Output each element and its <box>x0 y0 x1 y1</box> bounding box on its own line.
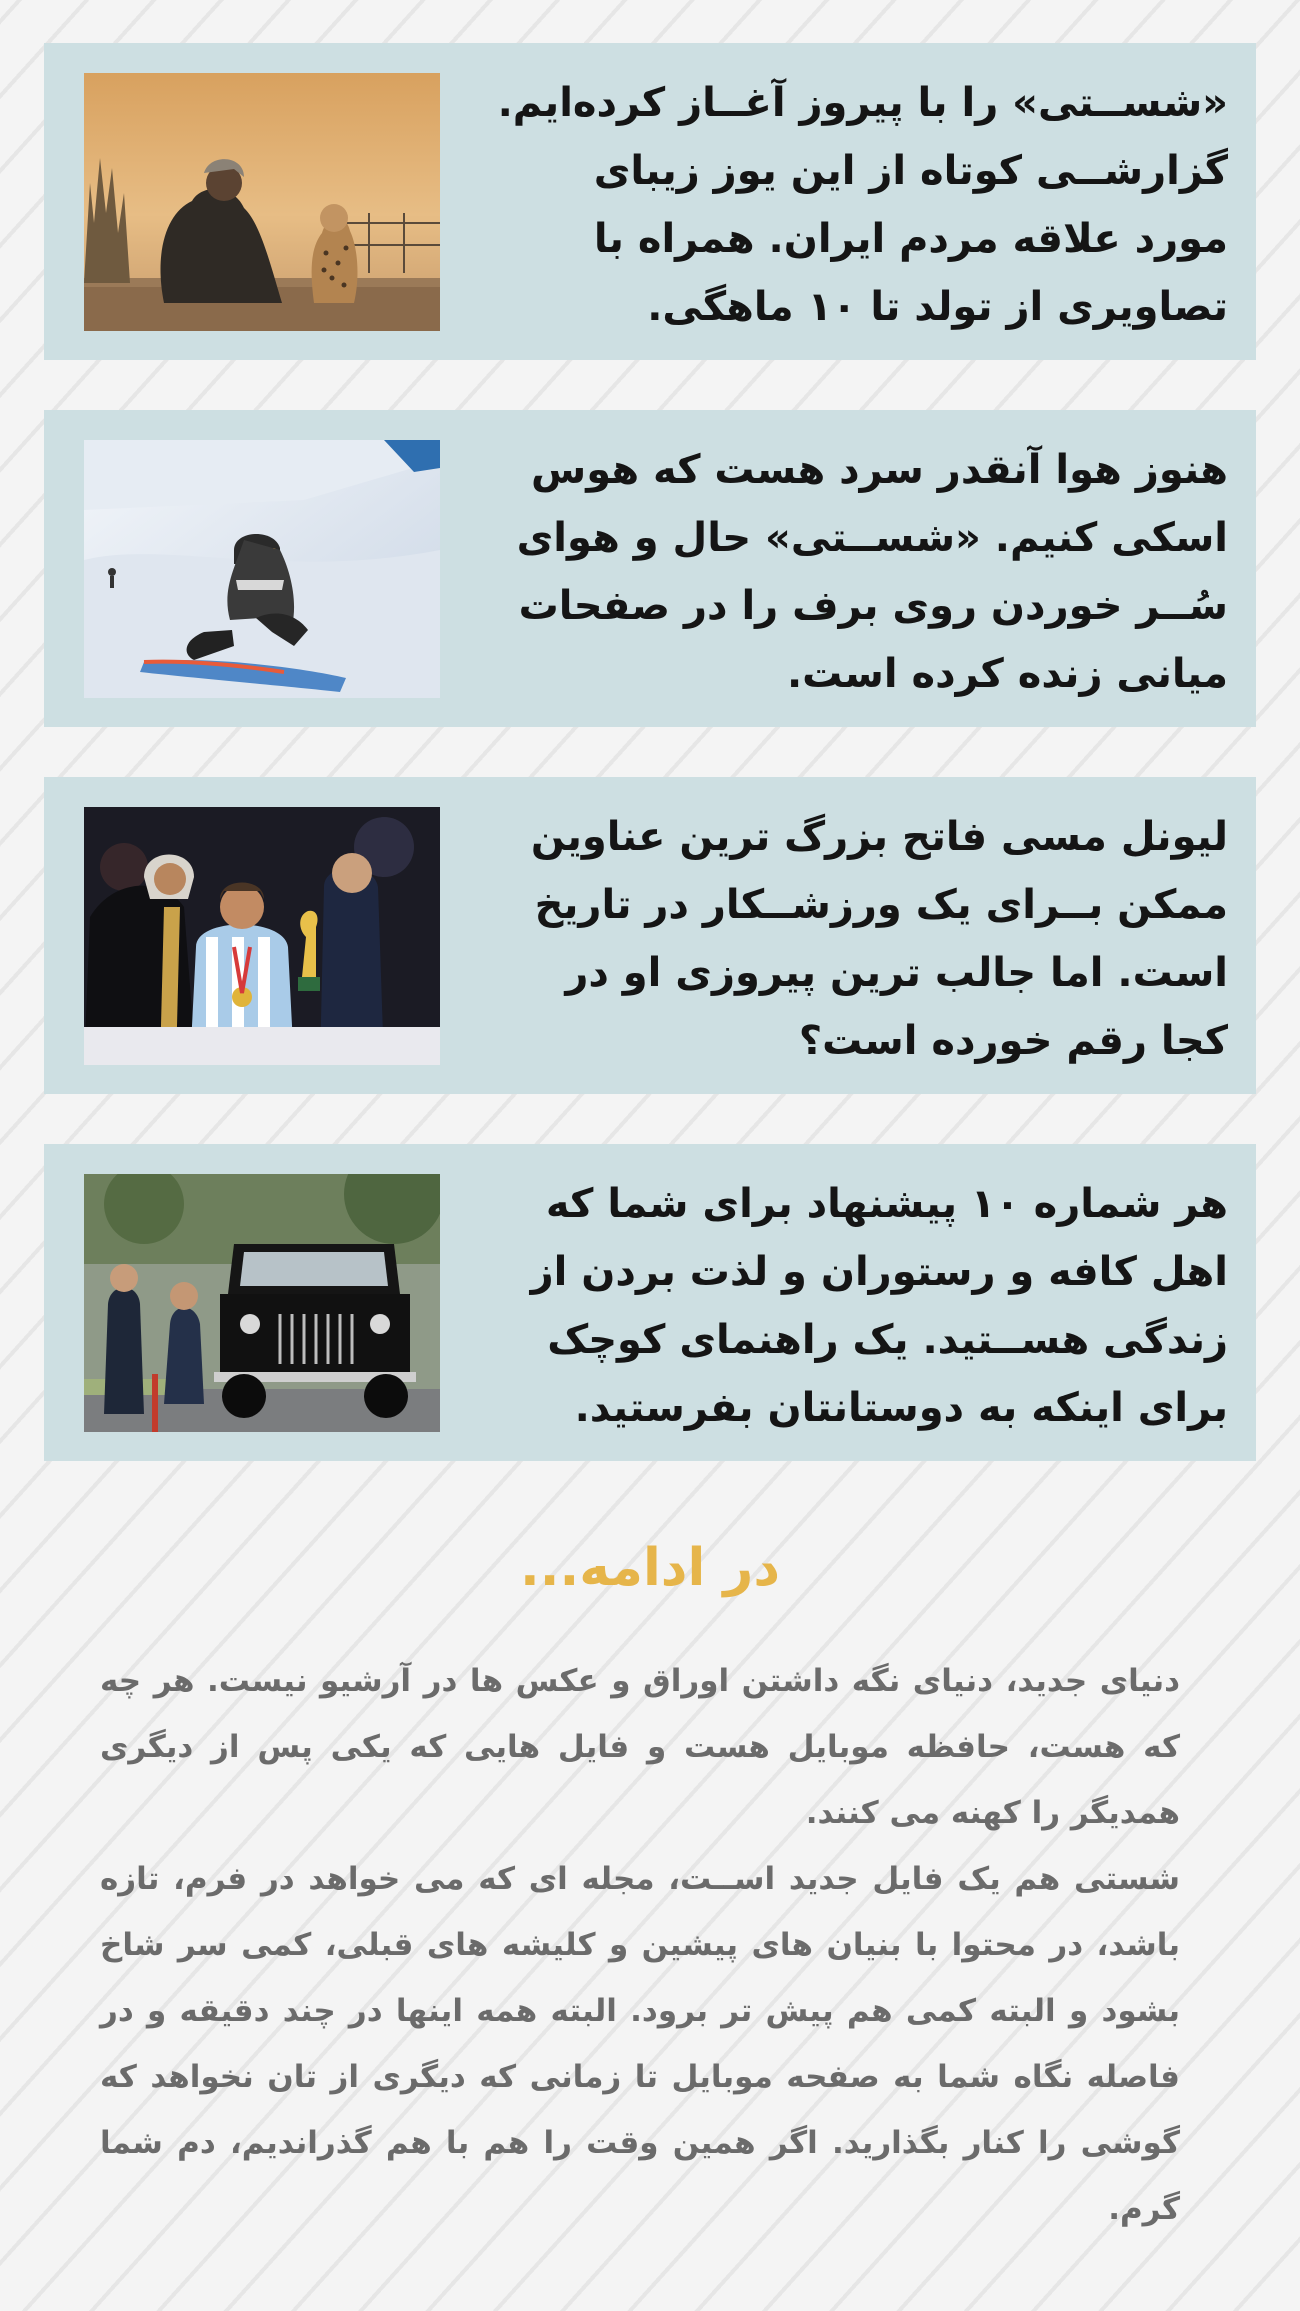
story-card-messi[interactable] <box>44 777 1256 1094</box>
story-card-text: لیونل مسی فاتح بزرگ ترین عناوین ممکن بــرای یک ورزشــکار در تاریخ است. اما جالب ترین پیروزی او در کجا رقم خورده است؟ <box>530 814 1228 1064</box>
editorial-paragraph: شستی هم یک فایل جدید اســت، مجله ای که می خواهد در فرم، تازه باشد، در محتوا با بنیان های پیشین و کلیشه های قبلی، کمی سر شاخ بشود و البته کمی هم پیش تر برود. البته همه اینها در چند دقیقه و در فاصله نگاه شما به صفحه موبایل تا زمانی که دیگری از تان نخواهد که گوشی را کنار بگذارید. اگر همین وقت را هم با هم گذراندیم، دم شما گرم. <box>100 1861 1180 2227</box>
story-card-cheetah[interactable] <box>44 43 1256 360</box>
messi-world-cup-photo <box>84 807 440 1065</box>
story-card-list <box>44 43 1256 1511</box>
story-card-text: «شســتی» را با پیروز آغــاز کرده‌ایم. گزارشــی کوتاه از این یوز زیبای مورد علاقه مردم ایران. همراه با تصاویری از تولد تا ۱۰ ماهگی. <box>497 80 1228 330</box>
snowboarder-photo <box>84 440 440 698</box>
story-card-ski[interactable] <box>44 410 1256 727</box>
editorial-paragraph: دنیای جدید، دنیای نگه داشتن اوراق و عکس ها در آرشیو نیست. هر چه که هست، حافظه موبایل هست و فایل هایی که یکی پس از دیگری همدیگر را کهنه می کنند. <box>100 1663 1180 1831</box>
continued-section-title: در ادامه... <box>519 1538 781 1598</box>
editorial-intro <box>100 1648 1180 2242</box>
man-with-cheetah-photo <box>84 73 440 331</box>
vintage-jeep-photo <box>84 1174 440 1432</box>
story-card-cafe[interactable] <box>44 1144 1256 1461</box>
story-card-text: هر شماره ۱۰ پیشنهاد برای شما که اهل کافه و رستوران و لذت بردن از زندگی هســتید. یک راهنمای کوچک برای اینکه به دوستانتان بفرستید. <box>530 1181 1228 1431</box>
story-card-text: هنوز هوا آنقدر سرد هست که هوس اسکی کنیم. «شســتی» حال و هوای سُــر خوردن روی برف را در صفحات میانی زنده کرده است. <box>516 447 1228 697</box>
